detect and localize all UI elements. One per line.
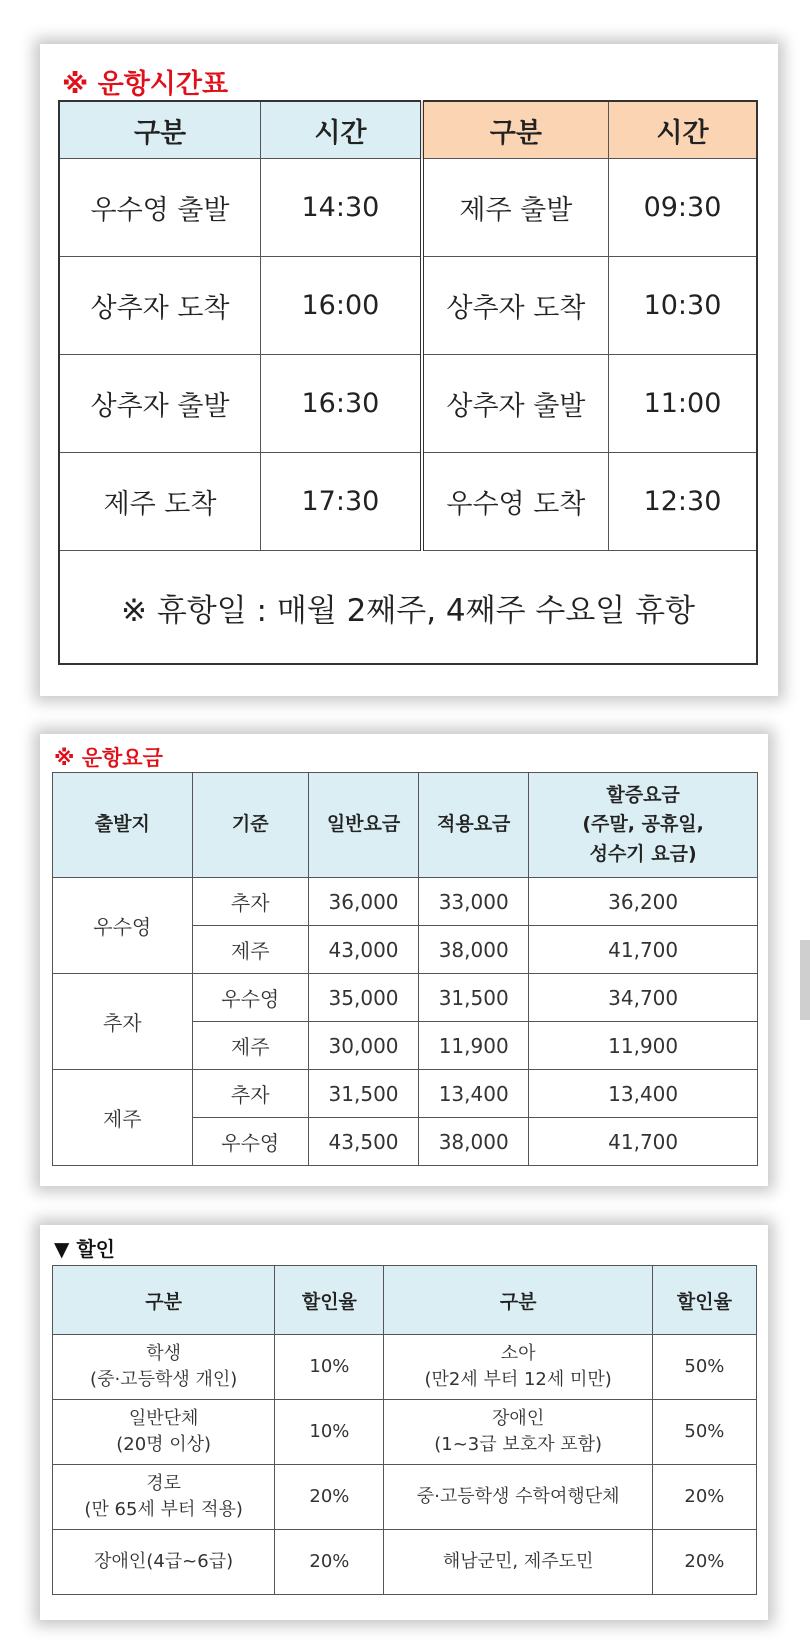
schedule-cell: 제주 출발: [422, 159, 609, 257]
fare-cell: 43,500: [308, 1118, 418, 1166]
fare-cell: 34,700: [529, 974, 758, 1022]
table-row: [53, 1400, 757, 1465]
fare-cell: 38,000: [419, 1118, 529, 1166]
fare-cell: 36,200: [529, 878, 758, 926]
discount-rate: 10%: [275, 1335, 384, 1400]
discount-header-row: [53, 1266, 757, 1335]
surcharge-line: (주말, 공휴일,: [582, 813, 704, 836]
fare-cell: 11,900: [529, 1022, 758, 1070]
schedule-cell: 11:00: [608, 355, 757, 453]
surcharge-line: 성수기 요금): [589, 842, 697, 865]
discount-category: [384, 1530, 652, 1595]
discount-category: [53, 1335, 275, 1400]
fare-cell: 추자: [192, 1070, 308, 1118]
discount-category-line: 장애인(4급~6급): [94, 1550, 234, 1572]
discount-table: [52, 1265, 757, 1595]
schedule-title: ※ 운항시간표: [62, 69, 229, 100]
discount-category-line: 학생: [146, 1342, 182, 1364]
schedule-cell: 16:30: [261, 355, 422, 453]
discount-header-section: 구분: [53, 1266, 275, 1335]
schedule-cell: 16:00: [261, 257, 422, 355]
discount-rate: 20%: [652, 1530, 756, 1595]
schedule-cell: 우수영 도착: [422, 453, 609, 551]
fare-origin: 우수영: [53, 878, 193, 974]
schedule-header-row: [59, 101, 757, 159]
schedule-header-time: 시간: [261, 101, 422, 159]
fare-header-origin: 출발지: [53, 773, 193, 878]
discount-category-line: (20명 이상): [116, 1434, 212, 1455]
fare-header-regular: 일반요금: [308, 773, 418, 878]
fare-card: [40, 734, 768, 1186]
discount-card: [40, 1225, 768, 1620]
fare-cell: 38,000: [419, 926, 529, 974]
fare-cell: 13,400: [529, 1070, 758, 1118]
discount-category: [53, 1400, 275, 1465]
discount-category-line: 일반단체: [128, 1407, 199, 1429]
discount-rate: 20%: [652, 1465, 756, 1530]
discount-rate: 20%: [275, 1465, 384, 1530]
discount-category-line: (만 65세 부터 적용): [84, 1499, 243, 1520]
fare-cell: 31,500: [419, 974, 529, 1022]
discount-header-rate: 할인율: [275, 1266, 384, 1335]
fare-cell: 13,400: [419, 1070, 529, 1118]
schedule-cell: 12:30: [608, 453, 757, 551]
discount-rate: 50%: [652, 1400, 756, 1465]
schedule-card: [40, 44, 778, 696]
discount-category-line: 경로: [146, 1472, 182, 1494]
discount-category: [384, 1465, 652, 1530]
discount-category-line: 소아: [500, 1342, 536, 1364]
schedule-cell: 상추자 출발: [422, 355, 609, 453]
schedule-cell: 14:30: [261, 159, 422, 257]
fare-cell: 31,500: [308, 1070, 418, 1118]
fare-header-row: [53, 773, 758, 878]
discount-category: [53, 1465, 275, 1530]
schedule-cell: 10:30: [608, 257, 757, 355]
table-row: [53, 878, 758, 926]
discount-category-line: (중·고등학생 개인): [90, 1369, 238, 1390]
surcharge-line: 할증요금: [606, 783, 680, 806]
fare-cell: 33,000: [419, 878, 529, 926]
table-row: [53, 1530, 757, 1595]
schedule-header-time: 시간: [608, 101, 757, 159]
fare-cell: 우수영: [192, 974, 308, 1022]
schedule-cell: 17:30: [261, 453, 422, 551]
closure-note: ※ 휴항일 : 매월 2째주, 4째주 수요일 휴항: [59, 551, 757, 665]
schedule-cell: 제주 도착: [59, 453, 261, 551]
discount-category: [384, 1400, 652, 1465]
fare-cell: 11,900: [419, 1022, 529, 1070]
fare-origin: 추자: [53, 974, 193, 1070]
discount-rate: 20%: [275, 1530, 384, 1595]
schedule-cell: 상추자 도착: [59, 257, 261, 355]
table-row: [59, 355, 757, 453]
discount-rate: 10%: [275, 1400, 384, 1465]
discount-category-line: 중·고등학생 수학여행단체: [416, 1485, 620, 1507]
table-row: [53, 1465, 757, 1530]
fare-origin: 제주: [53, 1070, 193, 1166]
fare-cell: 35,000: [308, 974, 418, 1022]
discount-rate: 50%: [652, 1335, 756, 1400]
fare-cell: 30,000: [308, 1022, 418, 1070]
table-row: [53, 1070, 758, 1118]
table-row: [59, 453, 757, 551]
discount-category: [53, 1530, 275, 1595]
fare-header-surcharge: [529, 773, 758, 878]
fare-cell: 36,000: [308, 878, 418, 926]
discount-category-line: 장애인: [492, 1407, 545, 1429]
fare-table: [52, 772, 758, 1166]
discount-category-line: (1~3급 보호자 포함): [434, 1434, 603, 1455]
schedule-cell: 상추자 도착: [422, 257, 609, 355]
fare-header-basis: 기준: [192, 773, 308, 878]
discount-title: ▼ 할인: [54, 1237, 115, 1261]
schedule-header-section: 구분: [59, 101, 261, 159]
fare-title: ※ 운항요금: [54, 746, 163, 770]
fare-cell: 제주: [192, 926, 308, 974]
fare-cell: 41,700: [529, 1118, 758, 1166]
schedule-cell: 09:30: [608, 159, 757, 257]
fare-header-applied: 적용요금: [419, 773, 529, 878]
fare-cell: 추자: [192, 878, 308, 926]
discount-category-line: 해남군민, 제주도민: [442, 1550, 594, 1572]
fare-cell: 제주: [192, 1022, 308, 1070]
table-row: [59, 159, 757, 257]
table-row: [59, 257, 757, 355]
schedule-cell: 상추자 출발: [59, 355, 261, 453]
schedule-note-row: [59, 551, 757, 665]
discount-category: [384, 1335, 652, 1400]
schedule-cell: 우수영 출발: [59, 159, 261, 257]
fare-cell: 41,700: [529, 926, 758, 974]
schedule-table: [58, 100, 758, 665]
discount-header-section: 구분: [384, 1266, 652, 1335]
scroll-side-tab[interactable]: [800, 940, 810, 1020]
discount-category-line: (만2세 부터 12세 미만): [424, 1369, 612, 1390]
schedule-header-section: 구분: [422, 101, 609, 159]
discount-header-rate: 할인율: [652, 1266, 756, 1335]
fare-cell: 43,000: [308, 926, 418, 974]
table-row: [53, 1335, 757, 1400]
table-row: [53, 974, 758, 1022]
fare-cell: 우수영: [192, 1118, 308, 1166]
